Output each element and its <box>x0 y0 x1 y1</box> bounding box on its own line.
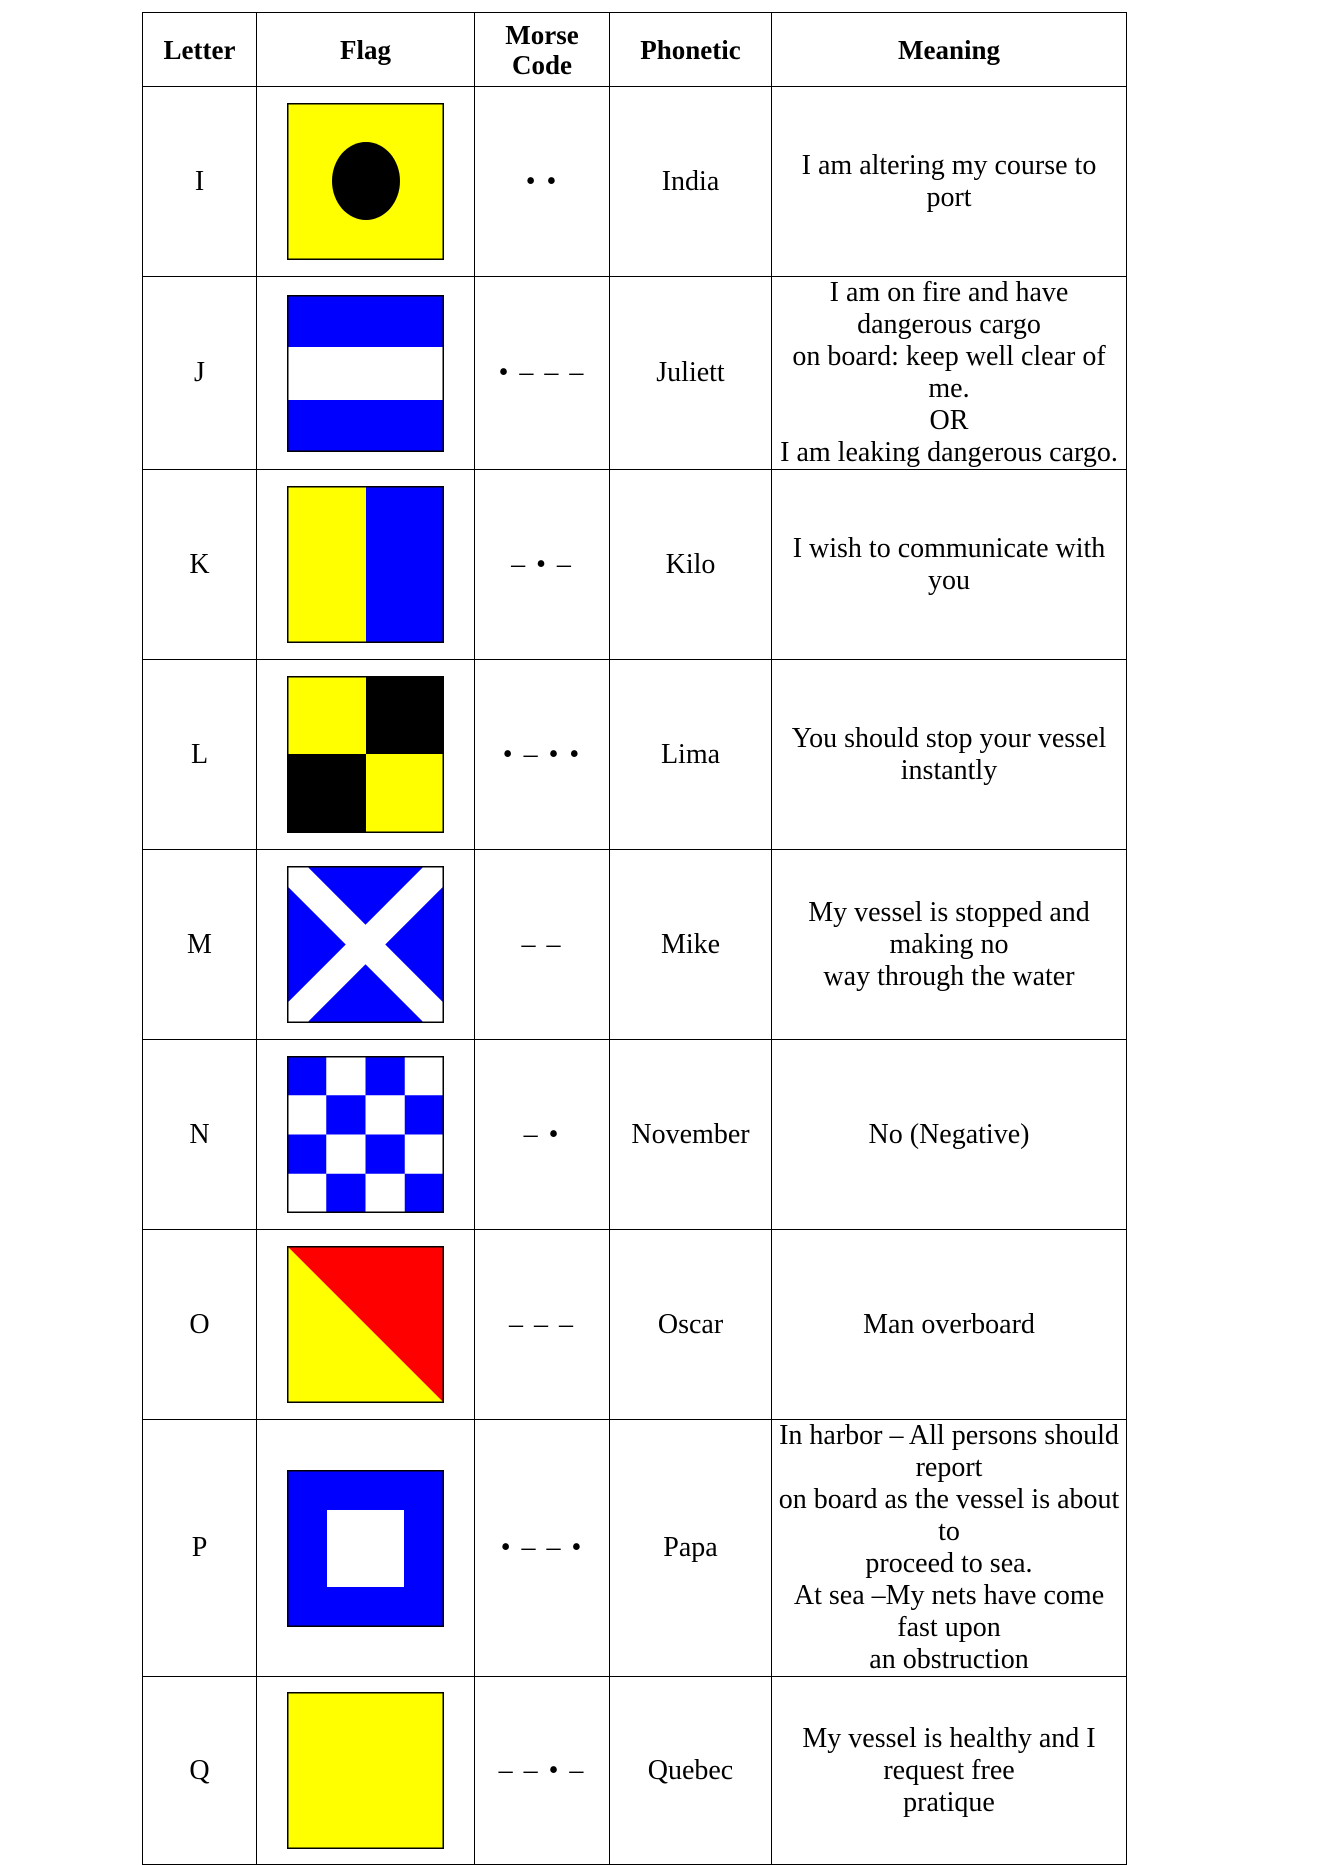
meaning-line: I wish to communicate with you <box>792 532 1106 596</box>
flag-cell <box>257 87 475 277</box>
flag-cell <box>257 470 475 660</box>
phonetic-cell: Juliett <box>610 277 772 470</box>
meaning-line: I am leaking dangerous cargo. <box>780 437 1118 468</box>
header-letter: Letter <box>143 13 257 87</box>
phonetic-cell: November <box>610 1040 772 1230</box>
flag-cell <box>257 1040 475 1230</box>
header-morse-line2: Code <box>512 49 572 80</box>
table-row <box>143 1677 1127 1865</box>
phonetic-cell: Kilo <box>610 470 772 660</box>
table-row <box>143 277 1127 470</box>
header-phonetic: Phonetic <box>610 13 772 87</box>
red-yellow-diagonal-flag-icon <box>287 1246 444 1403</box>
meaning-cell <box>772 1677 1127 1865</box>
meaning-line: In harbor – All persons should report <box>779 1420 1119 1483</box>
table-row <box>143 660 1127 850</box>
morse-cell: – – <box>475 850 610 1040</box>
flag-cell <box>257 1420 475 1677</box>
flag-cell <box>257 1677 475 1865</box>
letter-cell: O <box>143 1230 257 1420</box>
yellow-black-quartered-flag-icon <box>287 676 444 833</box>
header-row <box>143 13 1127 87</box>
meaning-cell <box>772 1230 1127 1420</box>
letter-cell: K <box>143 470 257 660</box>
table-row <box>143 1040 1127 1230</box>
table-row <box>143 850 1127 1040</box>
table-row <box>143 87 1127 277</box>
flag-cell <box>257 277 475 470</box>
meaning-line: way through the water <box>823 960 1075 992</box>
blue-white-checkered-flag-icon <box>287 1056 444 1213</box>
table-row <box>143 1230 1127 1420</box>
blue-flag-white-saltire-icon <box>287 866 444 1023</box>
blue-white-blue-horizontal-stripes-flag-icon <box>287 295 444 452</box>
meaning-cell <box>772 1420 1127 1677</box>
letter-cell: M <box>143 850 257 1040</box>
meaning-line: OR <box>929 405 969 436</box>
meaning-cell <box>772 1040 1127 1230</box>
letter-cell: N <box>143 1040 257 1230</box>
meaning-line: Man overboard <box>863 1308 1035 1340</box>
meaning-cell <box>772 277 1127 470</box>
meaning-line: My vessel is healthy and I request free <box>802 1722 1096 1786</box>
meaning-line: on board: keep well clear of me. <box>792 341 1106 404</box>
header-flag: Flag <box>257 13 475 87</box>
morse-cell: – • <box>475 1040 610 1230</box>
letter-cell: L <box>143 660 257 850</box>
morse-cell: • • <box>475 87 610 277</box>
meaning-cell <box>772 850 1127 1040</box>
morse-cell: – – – <box>475 1230 610 1420</box>
flag-cell <box>257 850 475 1040</box>
meaning-line: pratique <box>903 1786 995 1818</box>
phonetic-cell: Papa <box>610 1420 772 1677</box>
meaning-line: I am altering my course to port <box>801 149 1097 213</box>
solid-yellow-flag-icon <box>287 1692 444 1849</box>
meaning-line: You should stop your vessel instantly <box>791 722 1107 786</box>
meaning-line: I am on fire and have dangerous cargo <box>829 277 1069 340</box>
table-row <box>143 470 1127 660</box>
meaning-line: At sea –My nets have come fast upon <box>793 1580 1105 1643</box>
letter-cell: I <box>143 87 257 277</box>
header-morse-code <box>475 13 610 87</box>
meaning-line: No (Negative) <box>868 1118 1030 1150</box>
morse-cell: – • – <box>475 470 610 660</box>
meaning-cell <box>772 87 1127 277</box>
meaning-line: on board as the vessel is about to <box>778 1484 1120 1547</box>
yellow-flag-black-circle-icon <box>287 103 444 260</box>
meaning-line: My vessel is stopped and making no <box>808 896 1090 960</box>
morse-cell: • – – • <box>475 1420 610 1677</box>
phonetic-cell: Mike <box>610 850 772 1040</box>
flag-cell <box>257 660 475 850</box>
phonetic-cell: India <box>610 87 772 277</box>
phonetic-cell: Lima <box>610 660 772 850</box>
flag-cell <box>257 1230 475 1420</box>
meaning-line: proceed to sea. <box>865 1548 1033 1579</box>
morse-cell: • – – – <box>475 277 610 470</box>
meaning-line: an obstruction <box>869 1644 1029 1675</box>
phonetic-cell: Oscar <box>610 1230 772 1420</box>
letter-cell: Q <box>143 1677 257 1865</box>
table-row <box>143 1420 1127 1677</box>
signal-flags-table <box>142 12 1127 1865</box>
phonetic-cell: Quebec <box>610 1677 772 1865</box>
letter-cell: J <box>143 277 257 470</box>
yellow-blue-vertical-halves-flag-icon <box>287 486 444 643</box>
header-morse-line1: Morse <box>505 19 579 50</box>
morse-cell: • – • • <box>475 660 610 850</box>
letter-cell: P <box>143 1420 257 1677</box>
morse-cell: – – • – <box>475 1677 610 1865</box>
header-meaning: Meaning <box>772 13 1127 87</box>
meaning-cell <box>772 660 1127 850</box>
blue-flag-white-square-icon <box>287 1470 444 1627</box>
meaning-cell <box>772 470 1127 660</box>
